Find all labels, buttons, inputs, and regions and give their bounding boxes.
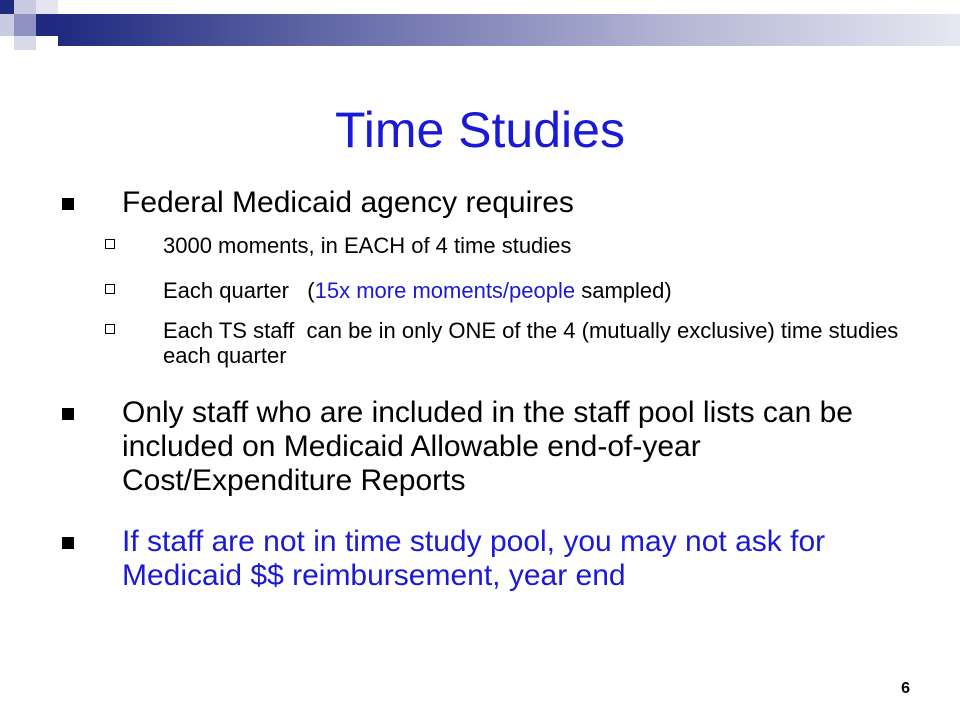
bullet-text: Only staff who are included in the staff pool lists can be included on Medicaid Allowable end-of-year Cost/Expenditure Reports [122,396,853,497]
slide-title: Time Studies [335,102,625,158]
sub-bullet-text: 3000 moments, in EACH of 4 time studies [163,233,572,258]
sub-bullet-item [163,278,913,303]
sub-bullet-item [163,318,913,368]
checkbox-bullet-icon [105,284,115,294]
deco-square-mid [14,14,36,36]
checkbox-bullet-icon [105,324,115,334]
bullet-item [122,525,892,593]
deco-square-light [0,14,14,36]
sub-bullet-suffix: sampled) [575,278,672,303]
sub-bullet-item [163,233,913,258]
deco-bar [58,14,960,46]
deco-square-light [14,36,36,50]
bullet-item [122,396,892,498]
sub-bullet-prefix: Each quarter ( [163,278,315,303]
sub-bullet-highlight: 15x more moments/people [314,278,576,303]
deco-square-light [36,0,58,14]
checkbox-bullet-icon [105,239,115,249]
bullet-text: If staff are not in time study pool, you may not ask for Medicaid $$ reimbursement, year end [122,525,826,592]
bullet-text: Federal Medicaid agency requires [122,186,574,219]
sub-bullet-text: Each TS staff can be in only ONE of the 4 (mutually exclusive) time studies each quarter [163,318,905,368]
bullet-square-icon [62,408,74,420]
deco-square-navy [0,0,14,14]
page-number: 6 [901,680,910,697]
bullet-item [122,186,892,220]
deco-square-navy [36,14,58,36]
header-decoration [0,0,960,60]
bullet-square-icon [62,198,74,210]
bullet-square-icon [62,537,74,549]
deco-square-light [14,0,36,14]
